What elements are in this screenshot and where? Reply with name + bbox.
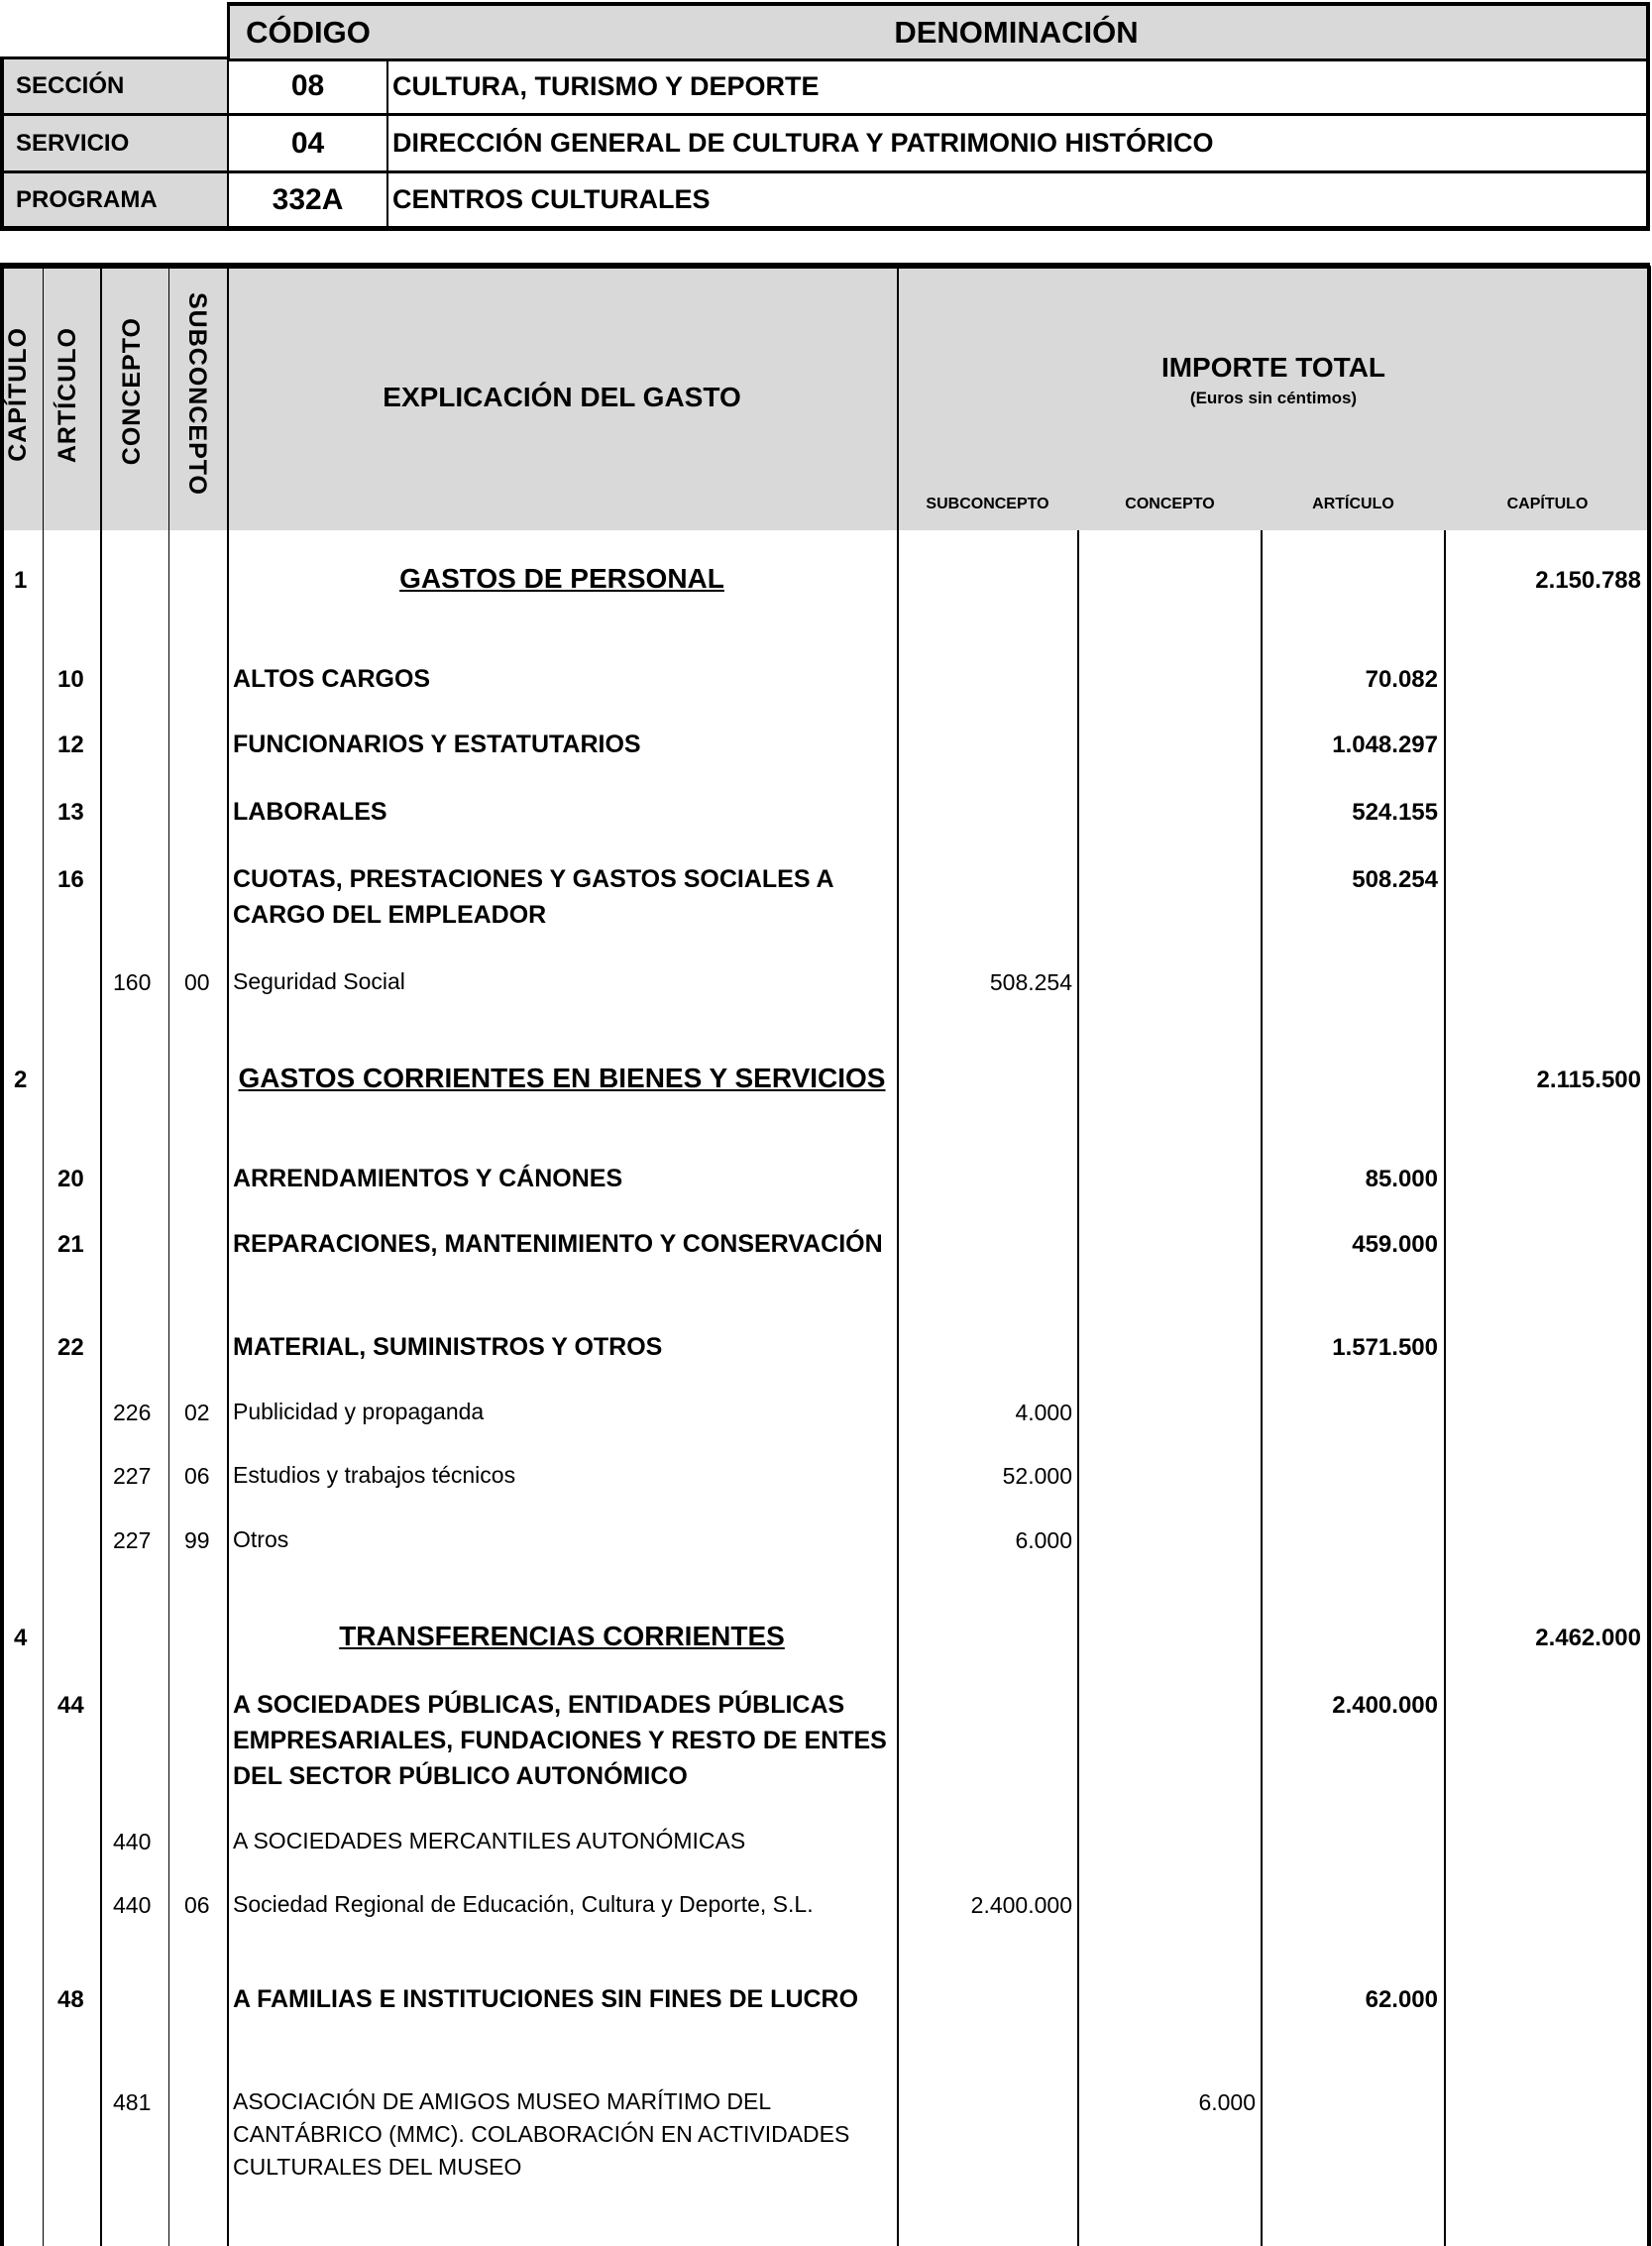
column-divider (100, 266, 102, 2246)
column-divider (1444, 530, 1446, 2246)
amount-subconcepto: 508.254 (989, 969, 1072, 995)
amount-subconcepto: 4.000 (1015, 1400, 1072, 1425)
servicio-code: 04 (227, 116, 388, 173)
amount-articulo: 508.254 (1352, 866, 1438, 893)
articulo-code: 13 (57, 799, 84, 826)
expense-description: FUNCIONARIOS Y ESTATUTARIOS (233, 730, 641, 758)
expense-description: ALTOS CARGOS (233, 665, 431, 693)
concepto-code: 227 (113, 1527, 152, 1553)
seccion-label: SECCIÓN (0, 59, 229, 116)
seccion-name: CULTURA, TURISMO Y DEPORTE (386, 59, 1650, 116)
subconcepto-code: 06 (184, 1892, 210, 1918)
subconcepto-code: 06 (184, 1463, 210, 1489)
articulo-code: 10 (57, 666, 84, 693)
col-header-capitulo: CAPÍTULO (4, 327, 32, 462)
expense-description: GASTOS DE PERSONAL (399, 563, 724, 594)
subconcepto-code: 00 (184, 969, 210, 995)
expense-description: Estudios y trabajos técnicos (233, 1462, 516, 1488)
amount-articulo: 2.400.000 (1332, 1692, 1438, 1719)
concepto-code: 227 (113, 1463, 152, 1489)
articulo-code: 22 (57, 1334, 84, 1361)
expense-description: A SOCIEDADES PÚBLICAS, ENTIDADES PÚBLICAS EMPRESARIALES, FUNDACIONES Y RESTO DE ENTES DEL SECTOR PÚBLICO AUTONÓMICO (233, 1691, 887, 1790)
amount-capitulo: 2.115.500 (1536, 1067, 1641, 1093)
seccion-code: 08 (227, 59, 388, 116)
servicio-label: SERVICIO (0, 116, 229, 173)
concepto-code: 440 (113, 1892, 152, 1918)
importe-total-subtitle: (Euros sin céntimos) (1189, 389, 1358, 407)
concepto-code: 160 (113, 969, 152, 995)
servicio-name: DIRECCIÓN GENERAL DE CULTURA Y PATRIMONIO HISTÓRICO (386, 116, 1650, 173)
amount-concepto: 6.000 (1198, 2089, 1256, 2115)
expense-description: REPARACIONES, MANTENIMIENTO Y CONSERVACIÓN (233, 1230, 883, 1258)
expense-description: LABORALES (233, 798, 387, 826)
column-divider (1077, 530, 1079, 2246)
concepto-code: 226 (113, 1400, 152, 1425)
articulo-code: 20 (57, 1166, 84, 1192)
expense-description: MATERIAL, SUMINISTROS Y OTROS (233, 1333, 663, 1361)
programa-label: PROGRAMA (0, 173, 229, 231)
amount-articulo: 524.155 (1352, 799, 1438, 826)
sub-header-articulo: ARTÍCULO (1312, 496, 1394, 512)
column-divider (897, 266, 899, 2246)
programa-name: CENTROS CULTURALES (386, 173, 1650, 231)
expense-description: Otros (233, 1526, 289, 1552)
amount-articulo: 85.000 (1365, 1166, 1438, 1192)
amount-subconcepto: 2.400.000 (970, 1892, 1072, 1918)
sub-header-capitulo: CAPÍTULO (1506, 496, 1589, 512)
amount-subconcepto: 52.000 (1002, 1463, 1072, 1489)
subconcepto-code: 02 (184, 1400, 210, 1425)
expense-description: Publicidad y propaganda (233, 1399, 485, 1424)
expense-description: CUOTAS, PRESTACIONES Y GASTOS SOCIALES A CARGO DEL EMPLEADOR (233, 865, 833, 929)
denominacion-header: DENOMINACIÓN (386, 6, 1650, 61)
column-divider (168, 266, 169, 2246)
amount-capitulo: 2.462.000 (1535, 1625, 1641, 1651)
expense-description: Sociedad Regional de Educación, Cultura y Deporte, S.L. (233, 1891, 814, 1917)
articulo-code: 16 (57, 866, 84, 893)
col-header-articulo: ARTÍCULO (54, 327, 81, 464)
sub-header-concepto: CONCEPTO (1125, 496, 1215, 512)
expense-description: ARRENDAMIENTOS Y CÁNONES (233, 1165, 623, 1192)
amount-articulo: 1.048.297 (1332, 731, 1438, 758)
articulo-code: 44 (57, 1692, 84, 1719)
expense-description: TRANSFERENCIAS CORRIENTES (339, 1621, 785, 1651)
importe-total-title: IMPORTE TOTAL (1160, 352, 1386, 383)
concepto-code: 481 (113, 2089, 152, 2115)
articulo-code: 21 (57, 1231, 84, 1258)
articulo-code: 12 (57, 731, 84, 758)
concepto-code: 440 (113, 1829, 152, 1854)
col-header-subconcepto: SUBCONCEPTO (183, 292, 211, 497)
expense-description: ASOCIACIÓN DE AMIGOS MUSEO MARÍTIMO DEL CANTÁBRICO (MMC). COLABORACIÓN EN ACTIVIDADES CULTURALES DEL MUSEO (233, 2088, 850, 2180)
capitulo-code: 1 (14, 567, 28, 594)
capitulo-code: 2 (14, 1067, 28, 1093)
column-divider (1647, 266, 1651, 2246)
codigo-header: CÓDIGO (227, 6, 388, 61)
col-header-explicacion: EXPLICACIÓN DEL GASTO (383, 382, 741, 412)
sub-header-subconcepto: SUBCONCEPTO (926, 496, 1049, 512)
programa-code: 332A (227, 173, 388, 231)
amount-articulo: 459.000 (1352, 1231, 1438, 1258)
expense-description: A SOCIEDADES MERCANTILES AUTONÓMICAS (233, 1828, 746, 1853)
capitulo-code: 4 (14, 1625, 28, 1651)
articulo-code: 48 (57, 1986, 84, 2013)
expense-description: GASTOS CORRIENTES EN BIENES Y SERVICIOS (238, 1063, 886, 1093)
amount-articulo: 62.000 (1365, 1986, 1438, 2013)
amount-articulo: 70.082 (1365, 666, 1438, 693)
column-divider (43, 266, 44, 2246)
amount-articulo: 1.571.500 (1332, 1334, 1438, 1361)
col-header-concepto: CONCEPTO (118, 317, 146, 466)
amount-capitulo: 2.150.788 (1535, 567, 1641, 594)
column-divider (0, 266, 4, 2246)
expense-description: Seguridad Social (233, 968, 405, 994)
amount-subconcepto: 6.000 (1015, 1527, 1072, 1553)
expense-description: A FAMILIAS E INSTITUCIONES SIN FINES DE LUCRO (233, 1985, 859, 2013)
subconcepto-code: 99 (184, 1527, 210, 1553)
